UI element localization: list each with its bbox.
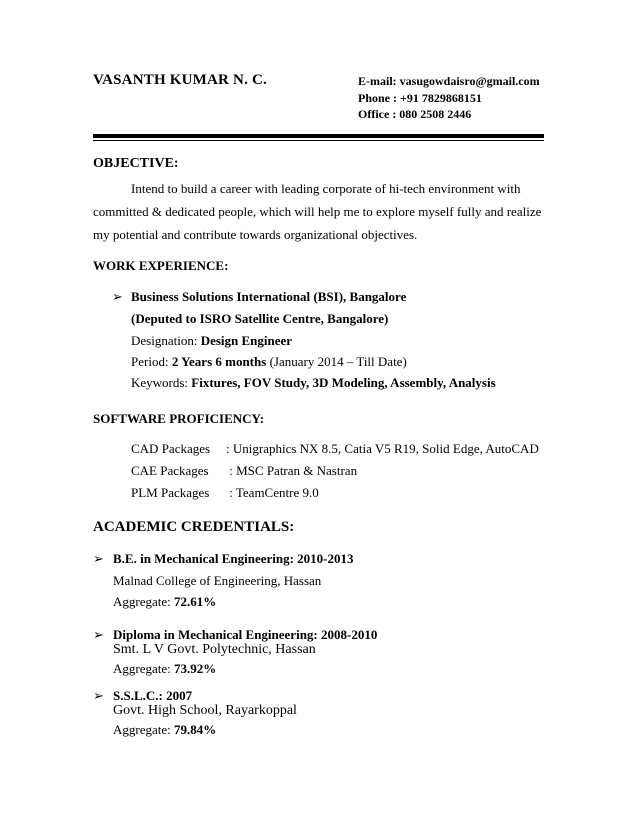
objective-heading: OBJECTIVE: bbox=[93, 156, 179, 171]
software-row: CAE Packages : MSC Patran & Nastran bbox=[131, 463, 358, 478]
academic-credentials-heading: ACADEMIC CREDENTIALS: bbox=[93, 519, 295, 535]
arrow-bullet-icon: ➢ bbox=[112, 289, 123, 304]
work-experience-heading: WORK EXPERIENCE: bbox=[93, 258, 229, 273]
objective-line-3: my potential and contribute towards organizational objectives. bbox=[93, 227, 418, 242]
email-value: : vasugowdaisro@gmail.com bbox=[392, 74, 540, 88]
work-designation: Designation: Design Engineer bbox=[131, 333, 293, 348]
office-value: : 080 2508 2446 bbox=[389, 107, 472, 121]
academic-item-aggregate: Aggregate: 73.92% bbox=[113, 661, 217, 676]
phone-label: Phone bbox=[358, 91, 391, 105]
academic-item-aggregate: Aggregate: 79.84% bbox=[113, 722, 217, 737]
objective-line-1: Intend to build a career with leading corporate of hi-tech environment with bbox=[131, 181, 521, 196]
email-line bbox=[358, 74, 540, 89]
office-line bbox=[358, 107, 471, 122]
office-label: Office bbox=[358, 107, 390, 121]
academic-item-title: Diploma in Mechanical Engineering: 2008-2010 bbox=[113, 627, 378, 642]
work-period: Period: 2 Years 6 months (January 2014 – Till Date) bbox=[131, 354, 407, 369]
academic-item-title: S.S.L.C.: 2007 bbox=[113, 688, 193, 703]
email-label: E-mail bbox=[358, 74, 393, 88]
software-row: PLM Packages : TeamCentre 9.0 bbox=[131, 485, 319, 500]
academic-item-title: B.E. in Mechanical Engineering: 2010-2013 bbox=[113, 551, 354, 566]
phone-value: : +91 7829868151 bbox=[390, 91, 482, 105]
work-deputed: (Deputed to ISRO Satellite Centre, Bangalore) bbox=[131, 311, 389, 326]
software-row: CAD Packages : Unigraphics NX 8.5, Catia V5 R19, Solid Edge, AutoCAD bbox=[131, 441, 539, 456]
work-company: Business Solutions International (BSI), Bangalore bbox=[131, 289, 407, 304]
software-proficiency-heading: SOFTWARE PROFICIENCY: bbox=[93, 411, 265, 426]
academic-item-institution: Govt. High School, Rayarkoppal bbox=[113, 703, 297, 718]
arrow-bullet-icon: ➢ bbox=[93, 551, 104, 566]
header-divider-thin bbox=[93, 140, 544, 141]
arrow-bullet-icon: ➢ bbox=[93, 627, 104, 642]
academic-item-institution: Malnad College of Engineering, Hassan bbox=[113, 573, 322, 588]
objective-paragraph bbox=[93, 177, 544, 246]
academic-item-aggregate: Aggregate: 72.61% bbox=[113, 594, 217, 609]
phone-line bbox=[358, 91, 482, 106]
header-divider-thick bbox=[93, 134, 544, 138]
objective-line-2: committed & dedicated people, which will help me to explore myself fully and realize bbox=[93, 204, 542, 219]
work-keywords: Keywords: Fixtures, FOV Study, 3D Modeling, Assembly, Analysis bbox=[131, 375, 496, 390]
arrow-bullet-icon: ➢ bbox=[93, 688, 104, 703]
candidate-name: VASANTH KUMAR N. C. bbox=[93, 72, 267, 88]
academic-item-institution: Smt. L V Govt. Polytechnic, Hassan bbox=[113, 642, 316, 657]
